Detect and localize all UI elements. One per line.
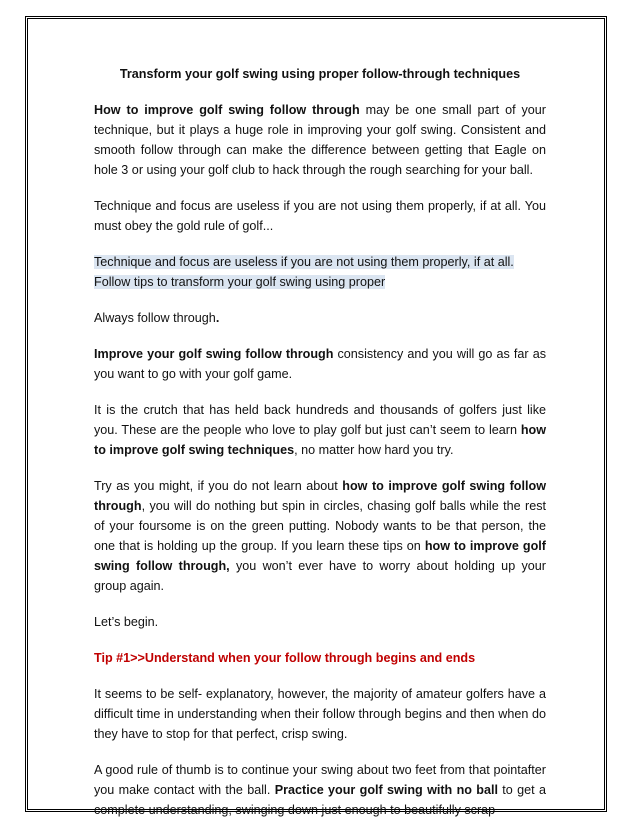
bold-period: . (215, 311, 220, 325)
paragraph-text: Try as you might, if you do not learn about (94, 479, 343, 493)
paragraph-text: you won’t ever have to worry about holding up your group again. (94, 559, 546, 593)
paragraph-text: Always follow through (94, 311, 216, 325)
paragraph-follow-through (94, 308, 546, 328)
document-title: Transform your golf swing using proper follow-through techniques (119, 67, 521, 81)
document-body (94, 64, 546, 836)
paragraph-text: may be one small part of your technique, but it plays a huge role in improving your golf swing. Consistent and smooth follow through can make the difference between getting that Eagle on hole 3 or using your golf club to hack through the rough searching for your ball. (94, 103, 546, 177)
paragraph-crutch (94, 400, 546, 460)
bold-phrase: Practice your golf swing with no ball (274, 783, 498, 797)
paragraph-try (94, 476, 546, 596)
highlighted-text-line-2: Follow tips to transform your golf swing using proper (94, 275, 386, 289)
paragraph-intro (94, 100, 546, 180)
paragraph-explanatory: It seems to be self- explanatory, however, the majority of amateur golfers have a difficult time in understanding when their follow through begins and then when do they have to stop for that perfect, crisp swing. (94, 687, 546, 741)
paragraph-begin: Let’s begin. (94, 615, 159, 629)
paragraph-technique: Technique and focus are useless if you are not using them properly, if at all. You must obey the gold rule of golf... (94, 199, 546, 233)
bold-phrase: How to improve golf swing follow through (94, 103, 360, 117)
highlighted-text-line-1: Technique and focus are useless if you are not using them properly, if at all. (94, 255, 514, 269)
paragraph-text: A good rule of thumb is to continue your swing about two feet from that pointafter you make contact with the ball. (94, 763, 546, 797)
paragraph-text: , you will do nothing but spin in circles, chasing golf balls while the rest of your foursome is on the green putting. Nobody wants to be that person, the one that is holding up the group. If you learn these tips on (94, 499, 546, 553)
paragraph-text: It is the crutch that has held back hundreds and thousands of golfers just like you. These are the people who love to play golf but just can’t seem to learn (94, 403, 546, 437)
bold-phrase: how to improve golf swing follow through, (94, 539, 546, 573)
bold-phrase: Improve your golf swing follow through (94, 347, 334, 361)
paragraph-text: consistency and you will go as far as you want to go with your golf game. (94, 347, 546, 381)
paragraph-improve (94, 344, 546, 384)
tip-heading-1: Tip #1>>Understand when your follow through begins and ends (94, 651, 476, 665)
paragraph-highlighted (94, 252, 546, 292)
paragraph-text: to get a complete understanding, swinging down just enough to beautifully scrap (94, 783, 546, 817)
paragraph-text: , no matter how hard you try. (294, 443, 454, 457)
bold-phrase: how to improve golf swing techniques (94, 423, 546, 457)
paragraph-rule-of-thumb (94, 760, 546, 820)
bold-phrase: how to improve golf swing follow through (94, 479, 546, 513)
